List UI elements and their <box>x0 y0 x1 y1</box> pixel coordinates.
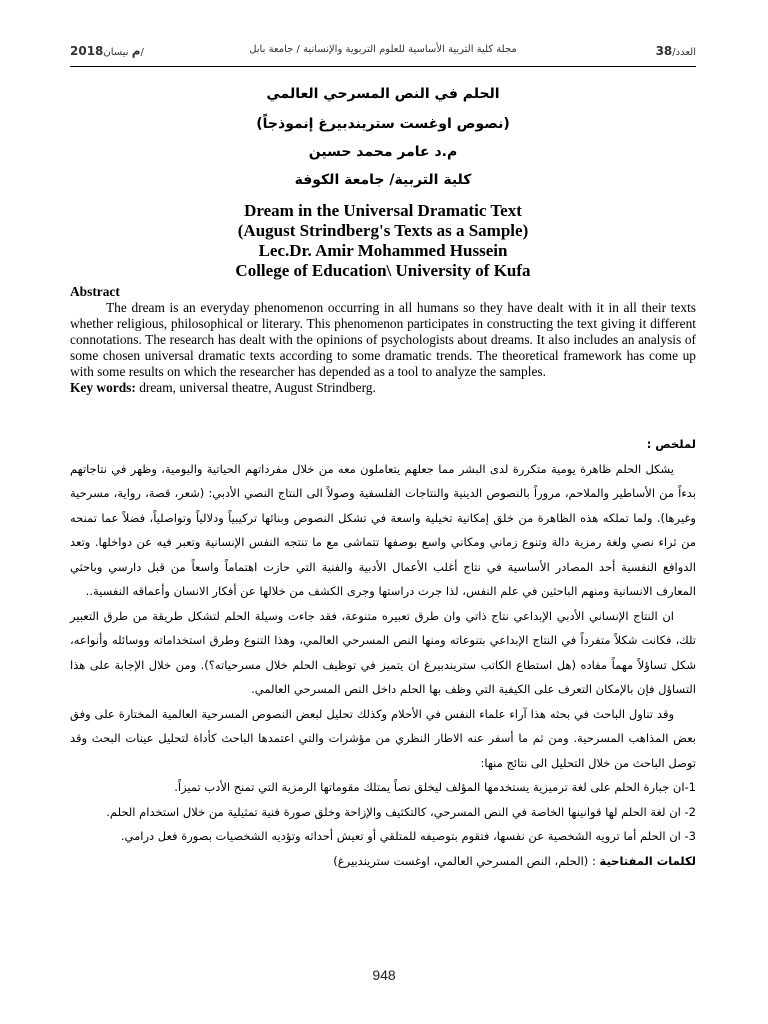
arabic-abstract <box>70 432 696 873</box>
english-author: Lec.Dr. Amir Mohammed Hussein <box>258 241 508 260</box>
arabic-result-2: 2- ان لغة الحلم لها قوانينها الخاصة في النص المسرحي، كالتكثيف والإزاحة وخلق صورة فنية تمثيلية من خلال استخدام الحلم. <box>106 804 696 819</box>
arabic-keywords-label: لكلمات المفتاحية <box>599 853 696 868</box>
arabic-abstract-heading: لملخص : <box>646 437 696 451</box>
arabic-title: الحلم في النص المسرحي العالمي <box>266 86 500 102</box>
arabic-paragraph-1: يشكل الحلم ظاهرة يومية متكررة لدى البشر مما جعلهم يتعاملون معه من خلال مفرداتهم الحياتية واليومية، وظهر في نتاجاتهم بدءاً من الأساطير والملاحم، مروراً بالنصوص الدينية والنتاجات الفلسفية وصولاً الى النتاج النصي الأدبي: (شعر، قصة، رواية، مسرحية وغيرها). ولما تملكه هذه الظاهرة من خلق إمكانية تخيلية واسعة في تشكل النصوص وبنائها تركيبياً ودلالياً وتواصلياً، فضلاً عما تمنحه من ثراء نصي ولغة رمزية دالة وتنوع زماني ومكاني واسع بوصفها تتماشى مع ما تنتجه النفس الإنسانية وتعبر فيه عن دواخلها. وتعد الدوافع النفسية أحد المصادر الأساسية في نتاج أغلب الأعمال الأدبية والفنية التي حازت اهتماماً واسعاً من قبل دارسي وباحثي المعارف الانسانية ومنهم الباحثين في علم النفس، لذا جرت دراستها وجرى الكشف من خلالها عن أفكار الانسان وأعماقه النفسية.. <box>70 461 696 598</box>
english-affiliation: College of Education\ University of Kufa <box>235 261 531 280</box>
issue-date <box>70 44 144 58</box>
abstract-heading: Abstract <box>70 284 120 299</box>
arabic-result-3: 3- ان الحلم أما ترويه الشخصية عن نفسها، فتقوم بتوصيفه للمتلقي أو تعيش أحداثه وتؤديه الشخصيات بصورة فعل درامي. <box>120 829 696 843</box>
english-title: Dream in the Universal Dramatic Text <box>244 201 522 220</box>
arabic-result-1: 1-ان جبارة الحلم على لغة ترميزية يستخدمها المؤلف ليخلق نصاً يمتلك مقوماتها الرمزية التي تمنح الأدب تميزاً. <box>174 780 696 794</box>
date-year: 2018م <box>70 44 141 58</box>
arabic-subtitle: (نصوص اوغست ستريندبيرغ إنموذجاً) <box>256 116 510 132</box>
arabic-keywords <box>70 849 696 874</box>
arabic-paragraph-2: ان النتاج الإنساني الأدبي الإبداعي نتاج ذاتي وان طرق تعبيره متنوعة، فقد جاءت وسيلة الحلم لتشكل طريقة من طرق التعبير تلك، فكانت شكلاً متفرداً في النتاج الإبداعي بتنوعاته ومنها النص المسرحي العالمي، وهذا التنوع وطرق استخداماته ووسائله وأنواعه، شكل تساؤلاً مهماً مفاده (هل استطاع الكاتب ستريندبيرغ ان يتميز في توظيف الحلم خلال مسرحياته؟). ومن خلال الإجابة على هذا التساؤل فإن بالإمكان التعرف على الكيفية التي وظف بها الحلم داخل النص المسرحي العالمي. <box>70 608 696 696</box>
arabic-paragraph-3: وقد تناول الباحث في بحثه هذا آراء علماء النفس في الأحلام وكذلك تحليل لبعض النصوص المسرحية العالمية المختارة على وفق بعض المذاهب المسرحية. ومن ثم ما أسفر عنه الاطار النظري من مؤشرات والتي اعتمدها الباحث كأداة لتحليل عينات البحث وقد توصل الباحث من خلال التحليل الى نتائج منها: <box>70 706 696 770</box>
arabic-keywords-text: : (الحلم، النص المسرحي العالمي، اوغست ستريندبيرغ) <box>333 853 600 868</box>
issue-number: 38 <box>655 44 673 58</box>
keywords-label: Key words: <box>70 380 136 395</box>
page-number: 948 <box>372 967 396 983</box>
arabic-affiliation: كلية التربية/ جامعة الكوفة <box>294 172 472 188</box>
keywords-text: dream, universal theatre, August Strindberg. <box>135 380 376 395</box>
running-header <box>70 44 696 68</box>
english-subtitle: (August Strindberg's Texts as a Sample) <box>237 221 529 240</box>
issue-label: العدد/ <box>672 47 696 58</box>
journal-name: مجلة كلية التربية الأساسية للعلوم التربوية والإنسانية / جامعة بابل <box>249 44 517 55</box>
header-divider <box>70 66 696 67</box>
date-month: نيسان/ <box>103 47 144 58</box>
english-abstract <box>70 284 696 396</box>
arabic-author: م.د عامر محمد حسين <box>308 144 458 160</box>
english-keywords <box>70 380 696 396</box>
abstract-body: The dream is an everyday phenomenon occurring in all humans so they have dealt with it in all their texts whether religious, philosophical or literary. This phenomenon participates in constructing the text giving it different connotations. The research has dealt with the opinions of psychologists about dreams. It also includes an analysis of some chosen universal dramatic texts according to some dramatic trends. The theoretical framework has come up with some results on which the researcher has depended as a tool to analyze the samples. <box>70 300 696 379</box>
